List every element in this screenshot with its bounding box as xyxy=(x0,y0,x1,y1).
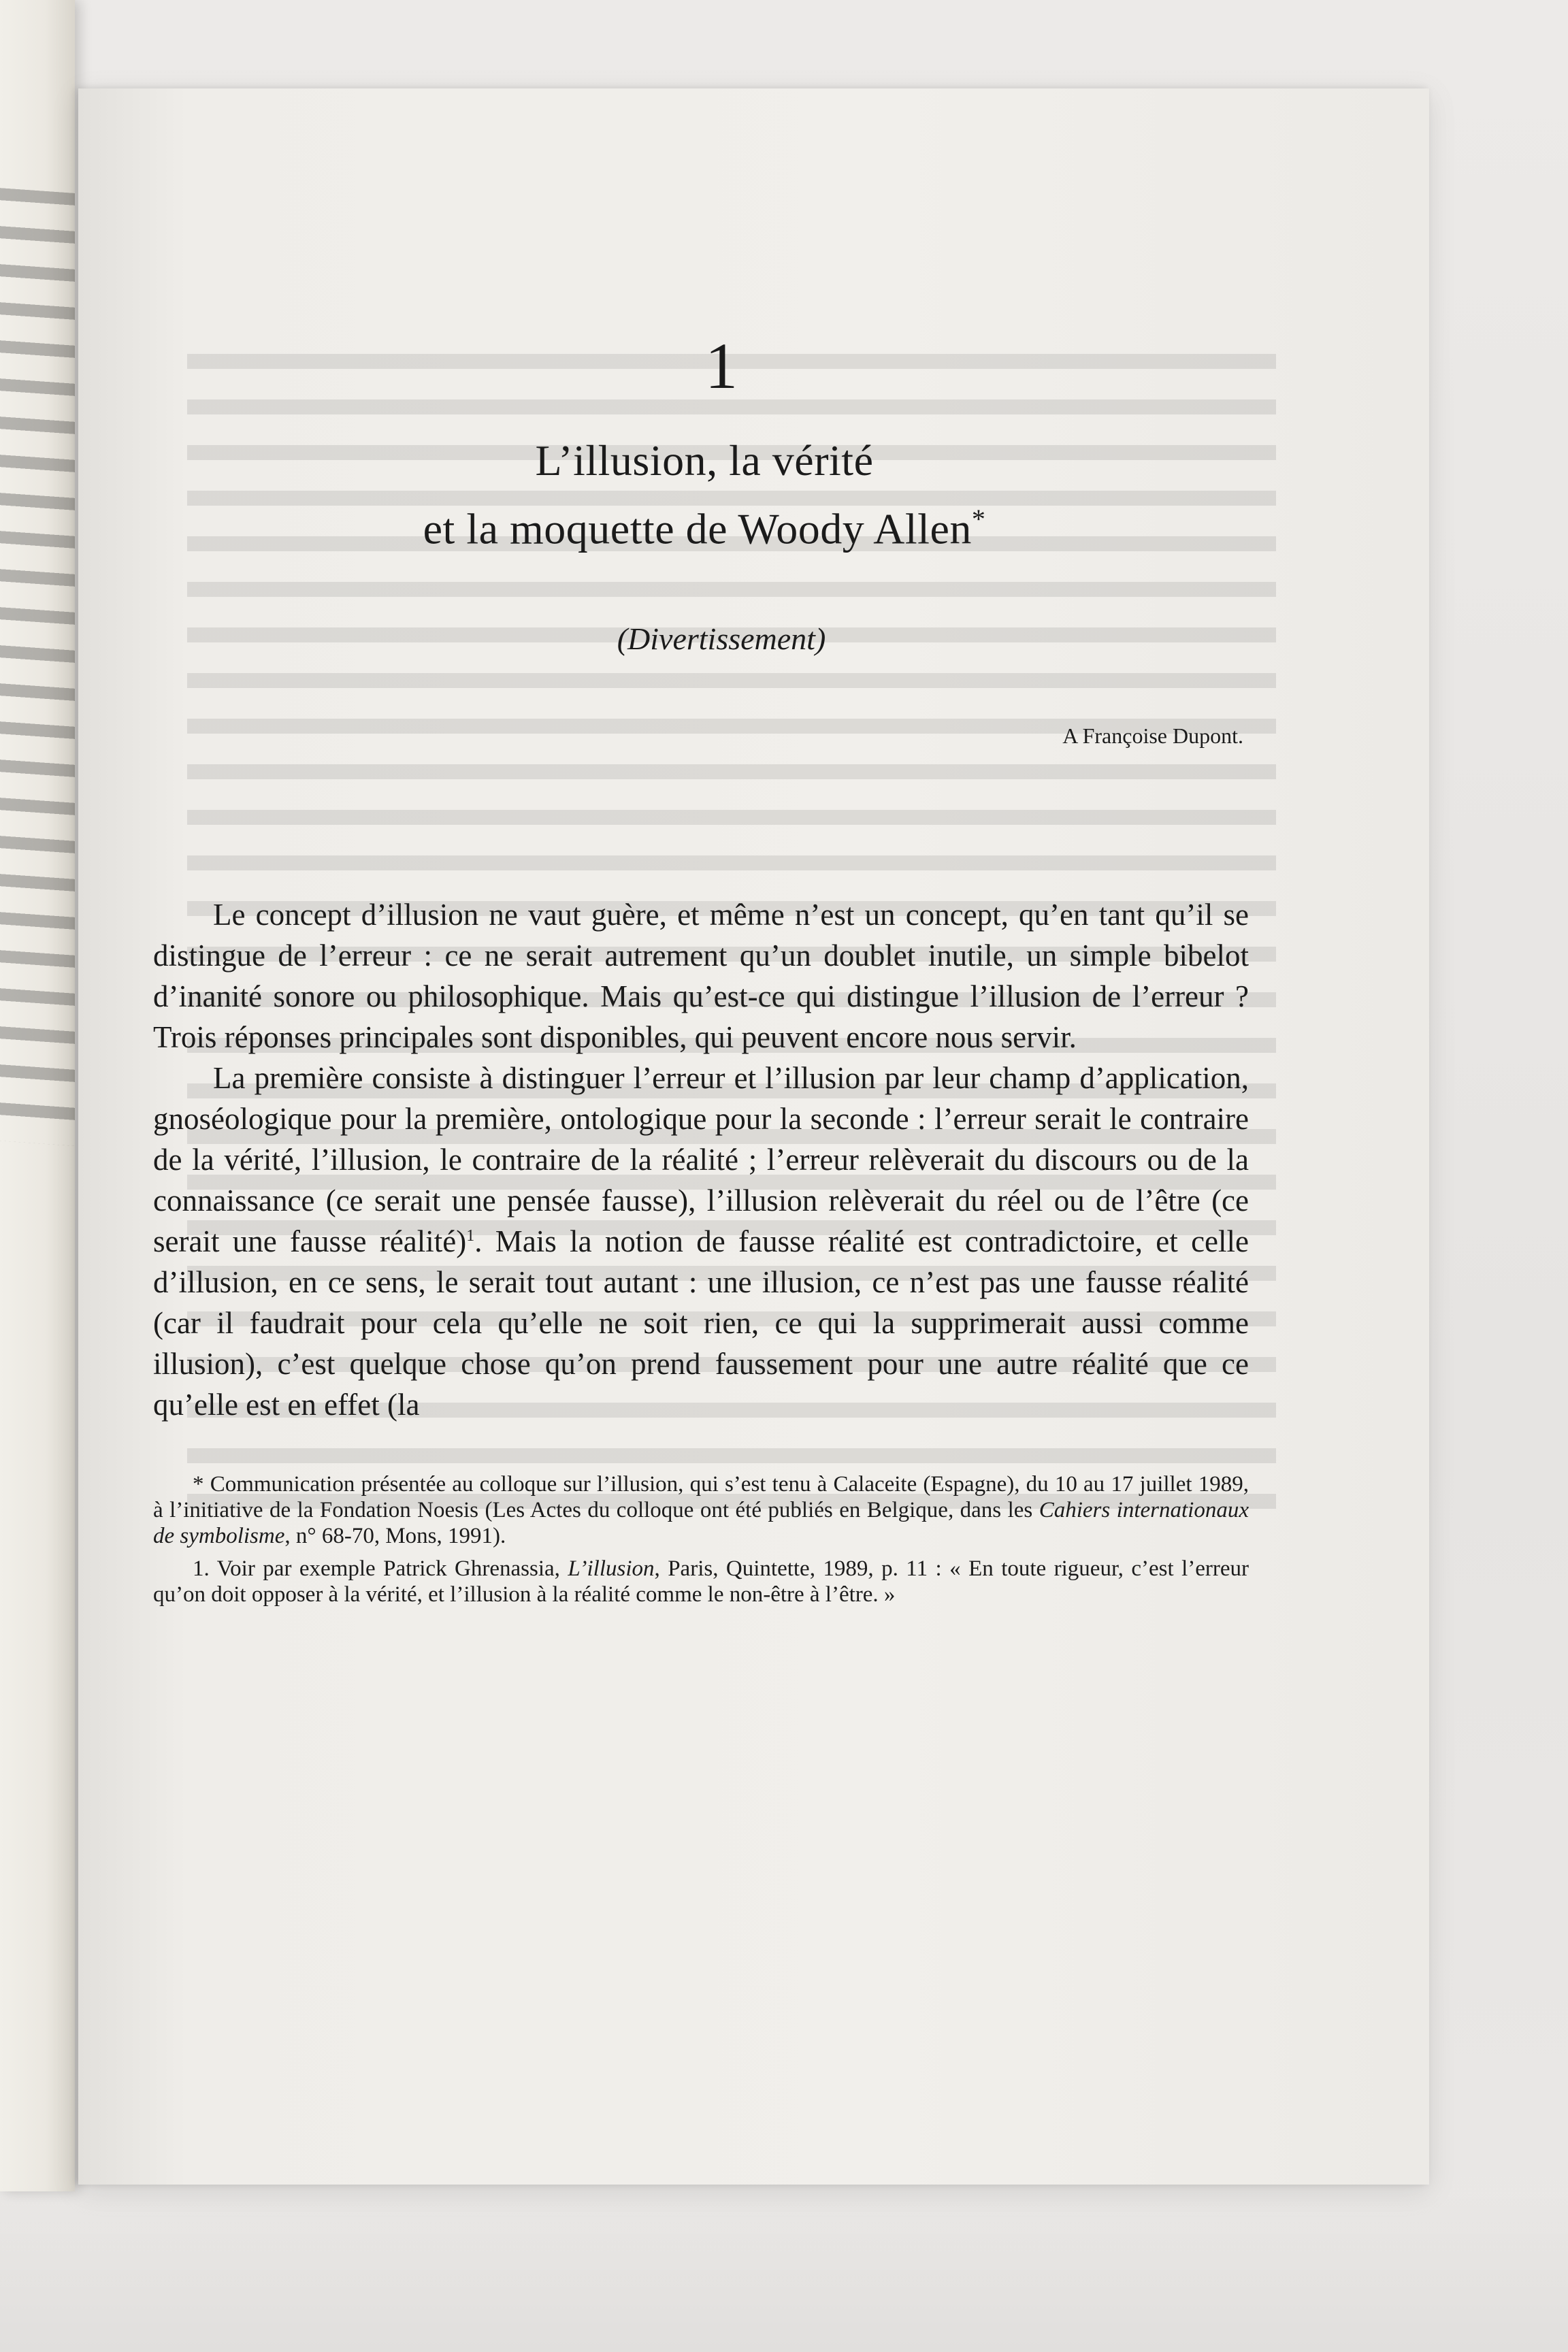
paragraph-2 xyxy=(153,1058,1249,1425)
paragraph-2-part-2: . Mais la notion de fausse réalité est contradictoire, et celle d’illusion, en ce sens, le serait tout autant : une illusion, ce n’est pas une fausse réalité (car il faudrait pour cela qu’elle ne soit rien, ce qui la supprimerait aussi comme illusion), c’est quelque chose qu’on prend faussement pour une autre réalité que ce qu’elle est en effet (la xyxy=(153,1224,1249,1422)
chapter-number: 1 xyxy=(705,329,738,402)
title-footnote-mark: * xyxy=(971,504,986,534)
page-content xyxy=(153,329,1249,1607)
left-page-edge xyxy=(0,0,75,2191)
dedication: A Françoise Dupont. xyxy=(1062,723,1243,749)
chapter-title-line-1: L’illusion, la vérité xyxy=(535,436,874,485)
footnote-star-text-1: * Communication présentée au colloque sur l’illusion, qui s’est tenu à Calaceite (Espagne), du 10 au 17 juillet 1989, à l’initiative de la Fondation Noesis (Les Actes du colloque ont été publiés en Belgique, dans les xyxy=(153,1472,1249,1523)
footnote-1-italic: L’illusion xyxy=(568,1556,655,1582)
footnote-star xyxy=(153,1471,1249,1549)
chapter-subtitle: (Divertissement) xyxy=(617,621,826,657)
bottom-shadow xyxy=(0,2189,1568,2352)
footnote-ref-1: 1 xyxy=(466,1227,475,1245)
footnote-1 xyxy=(153,1556,1249,1607)
footnotes xyxy=(153,1471,1249,1607)
book-page xyxy=(78,88,1429,2185)
footnote-star-text-2: , n° 68-70, Mons, 1991). xyxy=(284,1524,506,1549)
chapter-title-line-2 xyxy=(160,490,1249,558)
footnote-1-text-2: , Paris, Quintette, 1989, p. 11 : « En toute rigueur, c’est l’erreur qu’on doit opposer à la vérité, et l’illusion à la réalité comme le non-être à l’être. » xyxy=(153,1556,1249,1607)
chapter-title-line-2-text: et la moquette de Woody Allen xyxy=(423,504,972,553)
body-text xyxy=(153,894,1249,1425)
paragraph-1: Le concept d’illusion ne vaut guère, et même n’est un concept, qu’en tant qu’il se distingue de l’erreur : ce ne serait autrement qu’un doublet inutile, un simple bibelot d’inanité sonore ou philosophique. Mais qu’est-ce qui distingue l’illusion de l’erreur ? Trois réponses principales sont disponibles, qui peuvent encore nous servir. xyxy=(153,898,1249,1055)
chapter-title xyxy=(153,431,1249,558)
paragraph-2-part-1: La première consiste à distinguer l’erreur et l’illusion par leur champ d’application, gnoséologique pour la première, ontologique pour la seconde : l’erreur serait le contraire de la vérité, l’illusion, le contraire de la réalité ; l’erreur relèverait du discours ou de la connaissance (ce serait une pensée fausse), l’illusion relèverait du réel ou de l’être (ce serait une fausse réalité) xyxy=(153,1061,1249,1259)
footnote-1-text-1: 1. Voir par exemple Patrick Ghrenassia, xyxy=(193,1556,568,1582)
footnote-star-italic: Cahiers internationaux de symbolisme xyxy=(153,1498,1249,1549)
left-page-text-blur xyxy=(0,188,75,1146)
